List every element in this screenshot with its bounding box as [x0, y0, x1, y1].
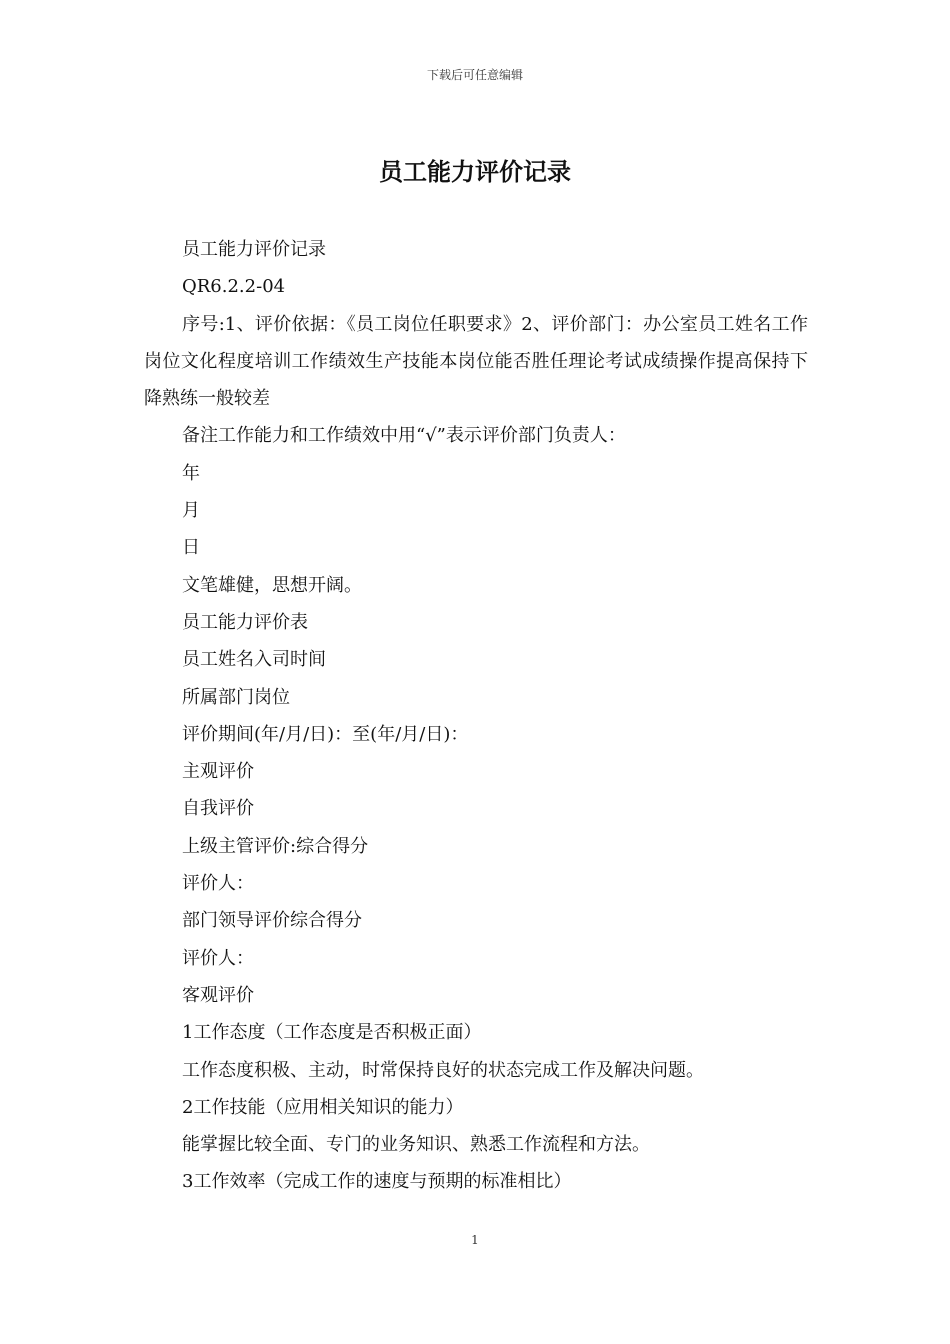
body-line: 年: [182, 462, 200, 484]
body-line: 客观评价: [182, 984, 254, 1006]
body-line: 2工作技能（应用相关知识的能力）: [182, 1096, 464, 1118]
body-line: 月: [182, 500, 200, 522]
body-line: 部门领导评价综合得分: [182, 910, 362, 932]
body-line: 能掌握比较全面、专门的业务知识、熟悉工作流程和方法。: [182, 1134, 650, 1156]
body-line: 所属部门岗位: [182, 686, 290, 708]
body-line: 3工作效率（完成工作的速度与预期的标准相比）: [182, 1171, 572, 1193]
document-body: [144, 231, 808, 1201]
section-heading: 员工能力评价表: [182, 611, 308, 633]
body-line: 文笔雄健，思想开阔。: [182, 574, 362, 596]
body-line: 工作态度积极、主动，时常保持良好的状态完成工作及解决问题。: [182, 1059, 704, 1081]
body-line: 自我评价: [182, 798, 254, 820]
body-line: 备注工作能力和工作绩效中用“√”表示评价部门负责人：: [182, 425, 626, 447]
body-line: 日: [182, 537, 200, 559]
body-line: 员工姓名入司时间: [182, 649, 326, 671]
body-line: 主观评价: [182, 761, 254, 783]
form-code: QR6.2.2-04: [182, 276, 286, 298]
body-line: 评价人：: [182, 947, 254, 969]
page-number: 1: [471, 1233, 479, 1247]
body-line: 评价期间(年/月/日)：至(年/月/日)：: [182, 723, 469, 745]
body-line: 上级主管评价:综合得分: [182, 835, 369, 857]
body-line: 评价人：: [182, 873, 254, 895]
document-title: 员工能力评价记录: [379, 158, 571, 186]
body-line: 员工能力评价记录: [182, 239, 326, 260]
body-paragraph: 序号:1、评价依据：《员工岗位任职要求》2、评价部门：办公室员工姓名工作岗位文化程度培训工作绩效生产技能本岗位能否胜任理论考试成绩操作提高保持下降熟练一般较差: [144, 313, 808, 410]
header-note: 下载后可任意编辑: [426, 68, 523, 82]
body-line: 1工作态度（工作态度是否积极正面）: [182, 1022, 482, 1044]
